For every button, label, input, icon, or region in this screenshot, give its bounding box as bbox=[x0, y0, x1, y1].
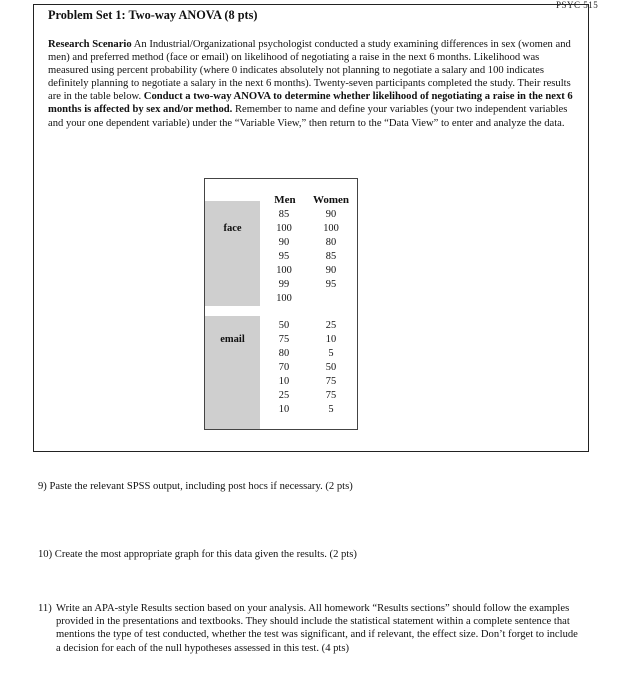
table-cell: 50 bbox=[278, 320, 290, 331]
table-cell: 10 bbox=[325, 334, 337, 345]
email-women-values bbox=[309, 319, 353, 417]
table-cell: 95 bbox=[278, 251, 290, 262]
question-11 bbox=[38, 602, 578, 655]
email-row-header-bg bbox=[205, 316, 260, 429]
table-cell: 75 bbox=[278, 334, 290, 345]
scenario-tail: Remember to name and define your variables (your two independent variables and your one dependent variable) under the “Variable View,” then return to the “Data View” to enter and analyze the data. bbox=[48, 104, 568, 129]
table-cell: 75 bbox=[325, 376, 337, 387]
problem-title: Problem Set 1: Two-way ANOVA (8 pts) bbox=[48, 8, 258, 22]
question-9: 9) Paste the relevant SPSS output, including post hocs if necessary. (2 pts) bbox=[38, 481, 353, 492]
table-cell: 100 bbox=[276, 223, 292, 234]
question-11-text: Write an APA-style Results section based on your analysis. All homework “Results sections” should follow the examples provided in the presentations and textbooks. They should include the statistical statement within a complete sentence that mentions the type of test conducted, whether the test was significant, and if relevant, the effect size. Don’t forget to include a decision for each of the null hypotheses assessed in this test. (4 pts) bbox=[56, 603, 578, 654]
table-cell: 100 bbox=[276, 265, 292, 276]
scenario-task: Conduct a two-way ANOVA to determine whether likelihood of negotiating a raise in the next 6 months is affected by sex and/or method. bbox=[48, 91, 573, 116]
research-scenario bbox=[48, 38, 580, 130]
face-men-values bbox=[262, 208, 306, 306]
table-cell: 5 bbox=[328, 404, 334, 415]
table-cell: 50 bbox=[325, 362, 337, 373]
table-cell: 85 bbox=[278, 209, 290, 220]
email-men-values bbox=[262, 319, 306, 417]
table-cell: 80 bbox=[278, 348, 290, 359]
table-cell: 25 bbox=[325, 320, 337, 331]
table-cell: 5 bbox=[328, 348, 334, 359]
face-women-values bbox=[309, 208, 353, 292]
table-cell: 100 bbox=[323, 223, 339, 234]
column-header-women: Women bbox=[312, 194, 350, 206]
scenario-text: An Industrial/Organizational psychologist conducted a study examining differences in sex (women and men) and preferred method (face or email) on likelihood of negotiating a raise in the next 6 months. Likelihood was measured using percent probability (where 0 indicates absolutely not planning to negotiate a salary and 100 indicates definitely planning to negotiate a salary in the next 6 months). Twenty-seven participants completed the study. Their results are in the table below. bbox=[48, 39, 571, 103]
table-cell: 95 bbox=[325, 279, 337, 290]
column-header-men: Men bbox=[274, 194, 296, 206]
scenario-lead: Research Scenario bbox=[48, 39, 132, 50]
table-cell: 99 bbox=[278, 279, 290, 290]
question-11-number: 11) bbox=[38, 603, 52, 614]
table-cell: 80 bbox=[325, 237, 337, 248]
table-cell: 85 bbox=[325, 251, 337, 262]
table-cell: 70 bbox=[278, 362, 290, 373]
table-cell: 25 bbox=[278, 390, 290, 401]
table-cell: 90 bbox=[278, 237, 290, 248]
table-cell: 90 bbox=[325, 265, 337, 276]
table-cell: 10 bbox=[278, 376, 290, 387]
table-cell: 100 bbox=[276, 293, 292, 304]
table-cell: 75 bbox=[325, 390, 337, 401]
course-tag: PSYC 515 bbox=[556, 0, 599, 10]
row-label-face: face bbox=[223, 223, 242, 234]
table-cell: 10 bbox=[278, 404, 290, 415]
row-label-email: email bbox=[220, 334, 245, 345]
question-10: 10) Create the most appropriate graph for this data given the results. (2 pts) bbox=[38, 549, 357, 560]
table-cell: 90 bbox=[325, 209, 337, 220]
face-row-header-bg bbox=[205, 201, 260, 306]
